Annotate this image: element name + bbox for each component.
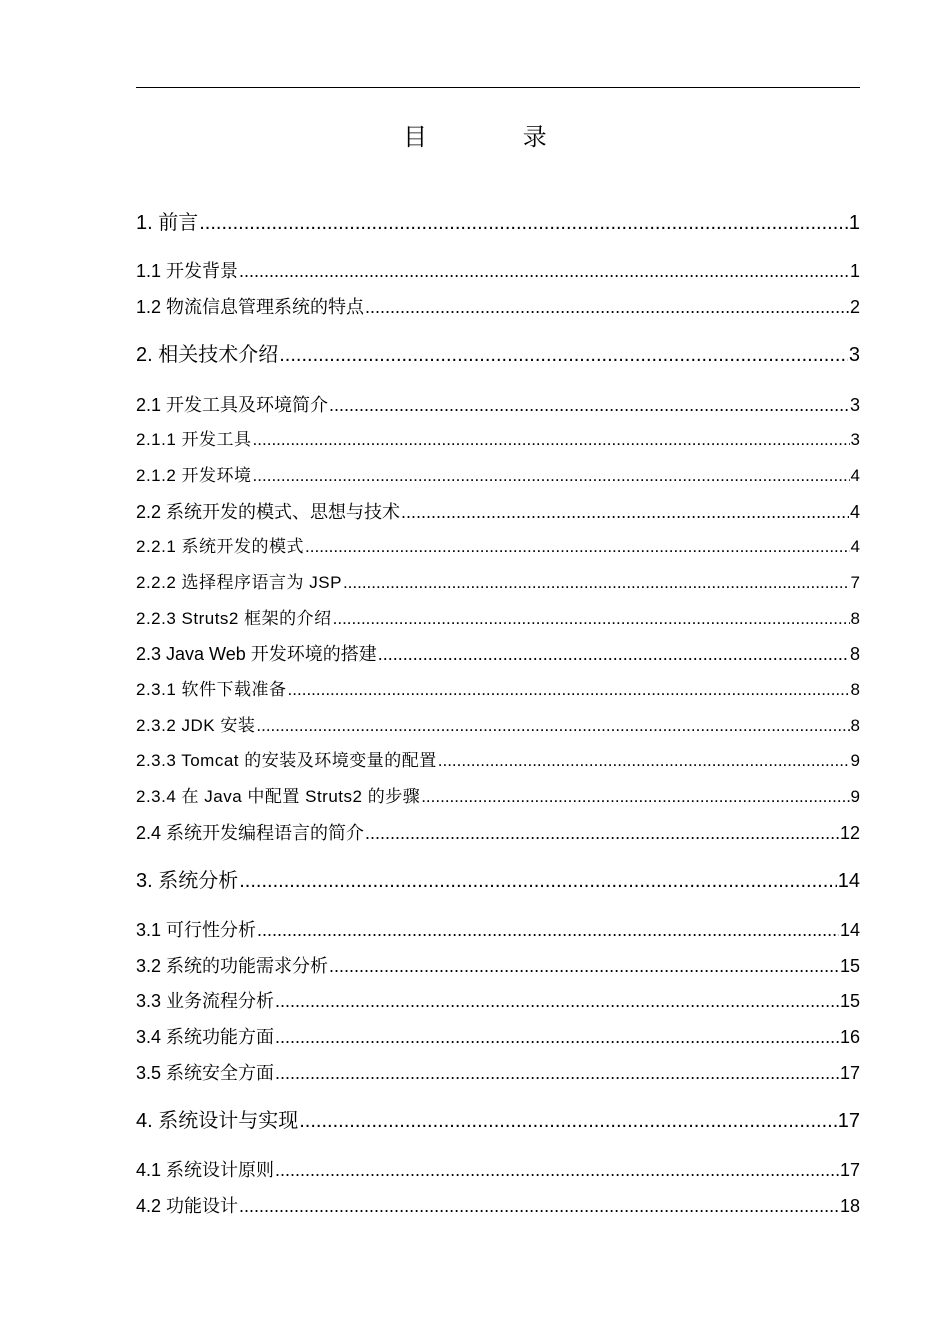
page-title: 目 录 bbox=[403, 123, 591, 151]
toc-entry-page: 4 bbox=[849, 502, 860, 522]
toc-entry[interactable] bbox=[136, 342, 860, 368]
toc-entry-page: 4 bbox=[850, 537, 860, 556]
toc-entry[interactable] bbox=[136, 428, 860, 452]
toc-entry[interactable] bbox=[136, 571, 860, 595]
toc-entry[interactable] bbox=[136, 535, 860, 559]
toc-entry[interactable] bbox=[136, 210, 860, 236]
dot-leader bbox=[401, 500, 849, 524]
toc-entry-label: 3.1 可行性分析 bbox=[136, 920, 257, 940]
toc-entry-label: 3.4 系统功能方面 bbox=[136, 1027, 275, 1047]
dot-leader bbox=[329, 954, 839, 978]
toc-entry-label: 2.2.1 系统开发的模式 bbox=[136, 537, 305, 556]
toc-entry-page: 9 bbox=[850, 787, 860, 806]
toc-entry-page: 17 bbox=[839, 1160, 860, 1180]
dot-leader bbox=[275, 989, 839, 1013]
toc-entry[interactable] bbox=[136, 295, 860, 319]
dot-leader bbox=[253, 464, 850, 488]
toc-entry[interactable] bbox=[136, 393, 860, 417]
toc-entry-label: 2.1.1 开发工具 bbox=[136, 430, 252, 449]
dot-leader bbox=[239, 868, 837, 894]
toc-entry[interactable] bbox=[136, 642, 860, 666]
toc-entry-page: 14 bbox=[839, 920, 860, 940]
dot-leader bbox=[329, 393, 849, 417]
toc-entry[interactable] bbox=[136, 954, 860, 978]
toc-entry-label: 4.1 系统设计原则 bbox=[136, 1160, 275, 1180]
toc-entry-label: 2.2.2 选择程序语言为 JSP bbox=[136, 573, 342, 592]
toc-entry-label: 4.2 功能设计 bbox=[136, 1196, 239, 1216]
toc-entry-label: 3.2 系统的功能需求分析 bbox=[136, 956, 329, 976]
toc-entry-page: 18 bbox=[839, 1196, 860, 1216]
dot-leader bbox=[343, 571, 850, 595]
dot-leader bbox=[365, 821, 839, 845]
toc-entry-label: 2.3.4 在 Java 中配置 Struts2 的步骤 bbox=[136, 787, 421, 806]
toc-entry-page: 17 bbox=[837, 1110, 860, 1132]
toc-entry-label: 2.3.3 Tomcat 的安装及环境变量的配置 bbox=[136, 751, 437, 770]
toc-entry-page: 3 bbox=[850, 430, 860, 449]
toc-entry-label: 2.2.3 Struts2 框架的介绍 bbox=[136, 609, 332, 628]
toc-entry[interactable] bbox=[136, 1158, 860, 1182]
toc-entry[interactable] bbox=[136, 989, 860, 1013]
toc-entry-label: 3. 系统分析 bbox=[136, 870, 239, 892]
dot-leader bbox=[257, 918, 839, 942]
toc-entry-page: 1 bbox=[848, 212, 860, 234]
toc-entry-page: 15 bbox=[839, 991, 860, 1011]
toc-entry-label: 2.1.2 开发环境 bbox=[136, 466, 252, 485]
toc-entry-page: 12 bbox=[839, 823, 860, 843]
toc-entry[interactable] bbox=[136, 1108, 860, 1134]
toc-entry-label: 3.5 系统安全方面 bbox=[136, 1063, 275, 1083]
dot-leader bbox=[275, 1025, 839, 1049]
dot-leader bbox=[288, 678, 850, 702]
dot-leader bbox=[199, 210, 848, 236]
toc-entry[interactable] bbox=[136, 714, 860, 738]
dot-leader bbox=[256, 714, 849, 738]
toc-entry-label: 2. 相关技术介绍 bbox=[136, 344, 279, 366]
toc-entry-page: 3 bbox=[849, 395, 860, 415]
toc-entry[interactable] bbox=[136, 868, 860, 894]
toc-entry-page: 3 bbox=[848, 344, 860, 366]
toc-entry-label: 2.4 系统开发编程语言的简介 bbox=[136, 823, 365, 843]
toc-entry[interactable] bbox=[136, 1194, 860, 1218]
dot-leader bbox=[279, 342, 848, 368]
toc-entry-page: 8 bbox=[849, 644, 860, 664]
dot-leader bbox=[421, 785, 849, 809]
dot-leader bbox=[275, 1158, 839, 1182]
dot-leader bbox=[239, 259, 849, 283]
toc-entry[interactable] bbox=[136, 1025, 860, 1049]
toc-entry-page: 15 bbox=[839, 956, 860, 976]
dot-leader bbox=[239, 1194, 839, 1218]
toc-entry-label: 2.3.1 软件下载准备 bbox=[136, 680, 287, 699]
toc-entry[interactable] bbox=[136, 918, 860, 942]
toc-entry[interactable] bbox=[136, 749, 860, 773]
toc-entry-page: 8 bbox=[850, 716, 860, 735]
toc-entry-label: 1.2 物流信息管理系统的特点 bbox=[136, 297, 365, 317]
toc-entry[interactable] bbox=[136, 785, 860, 809]
toc-entry-label: 2.3 Java Web 开发环境的搭建 bbox=[136, 644, 377, 664]
toc-entry[interactable] bbox=[136, 464, 860, 488]
toc-entry-page: 7 bbox=[850, 573, 860, 592]
toc-entry[interactable] bbox=[136, 607, 860, 631]
toc-entry[interactable] bbox=[136, 821, 860, 845]
dot-leader bbox=[365, 295, 849, 319]
toc-entry[interactable] bbox=[136, 500, 860, 524]
toc-entry-page: 8 bbox=[850, 609, 860, 628]
toc-entry-page: 16 bbox=[839, 1027, 860, 1047]
toc-entry-page: 1 bbox=[849, 261, 860, 281]
toc-entry-page: 8 bbox=[850, 680, 860, 699]
toc-entry-label: 4. 系统设计与实现 bbox=[136, 1110, 299, 1132]
toc-entry-label: 2.3.2 JDK 安装 bbox=[136, 716, 256, 735]
toc-entry-label: 2.2 系统开发的模式、思想与技术 bbox=[136, 502, 401, 522]
toc-entry-page: 4 bbox=[850, 466, 860, 485]
dot-leader bbox=[305, 535, 849, 559]
toc-entry[interactable] bbox=[136, 1061, 860, 1085]
toc-entry-label: 3.3 业务流程分析 bbox=[136, 991, 275, 1011]
toc-entry-page: 14 bbox=[837, 870, 860, 892]
dot-leader bbox=[299, 1108, 837, 1134]
toc-entry-page: 2 bbox=[849, 297, 860, 317]
toc-entry-label: 1. 前言 bbox=[136, 212, 199, 234]
toc-entry-label: 1.1 开发背景 bbox=[136, 261, 239, 281]
toc-entry-label: 2.1 开发工具及环境简介 bbox=[136, 395, 329, 415]
dot-leader bbox=[275, 1061, 839, 1085]
toc-entry[interactable] bbox=[136, 678, 860, 702]
header-rule bbox=[136, 87, 860, 88]
toc-entry-page: 17 bbox=[839, 1063, 860, 1083]
dot-leader bbox=[333, 607, 850, 631]
toc-entry-page: 9 bbox=[850, 751, 860, 770]
toc-entry[interactable] bbox=[136, 259, 860, 283]
dot-leader bbox=[253, 428, 850, 452]
dot-leader bbox=[438, 749, 850, 773]
dot-leader bbox=[378, 642, 849, 666]
